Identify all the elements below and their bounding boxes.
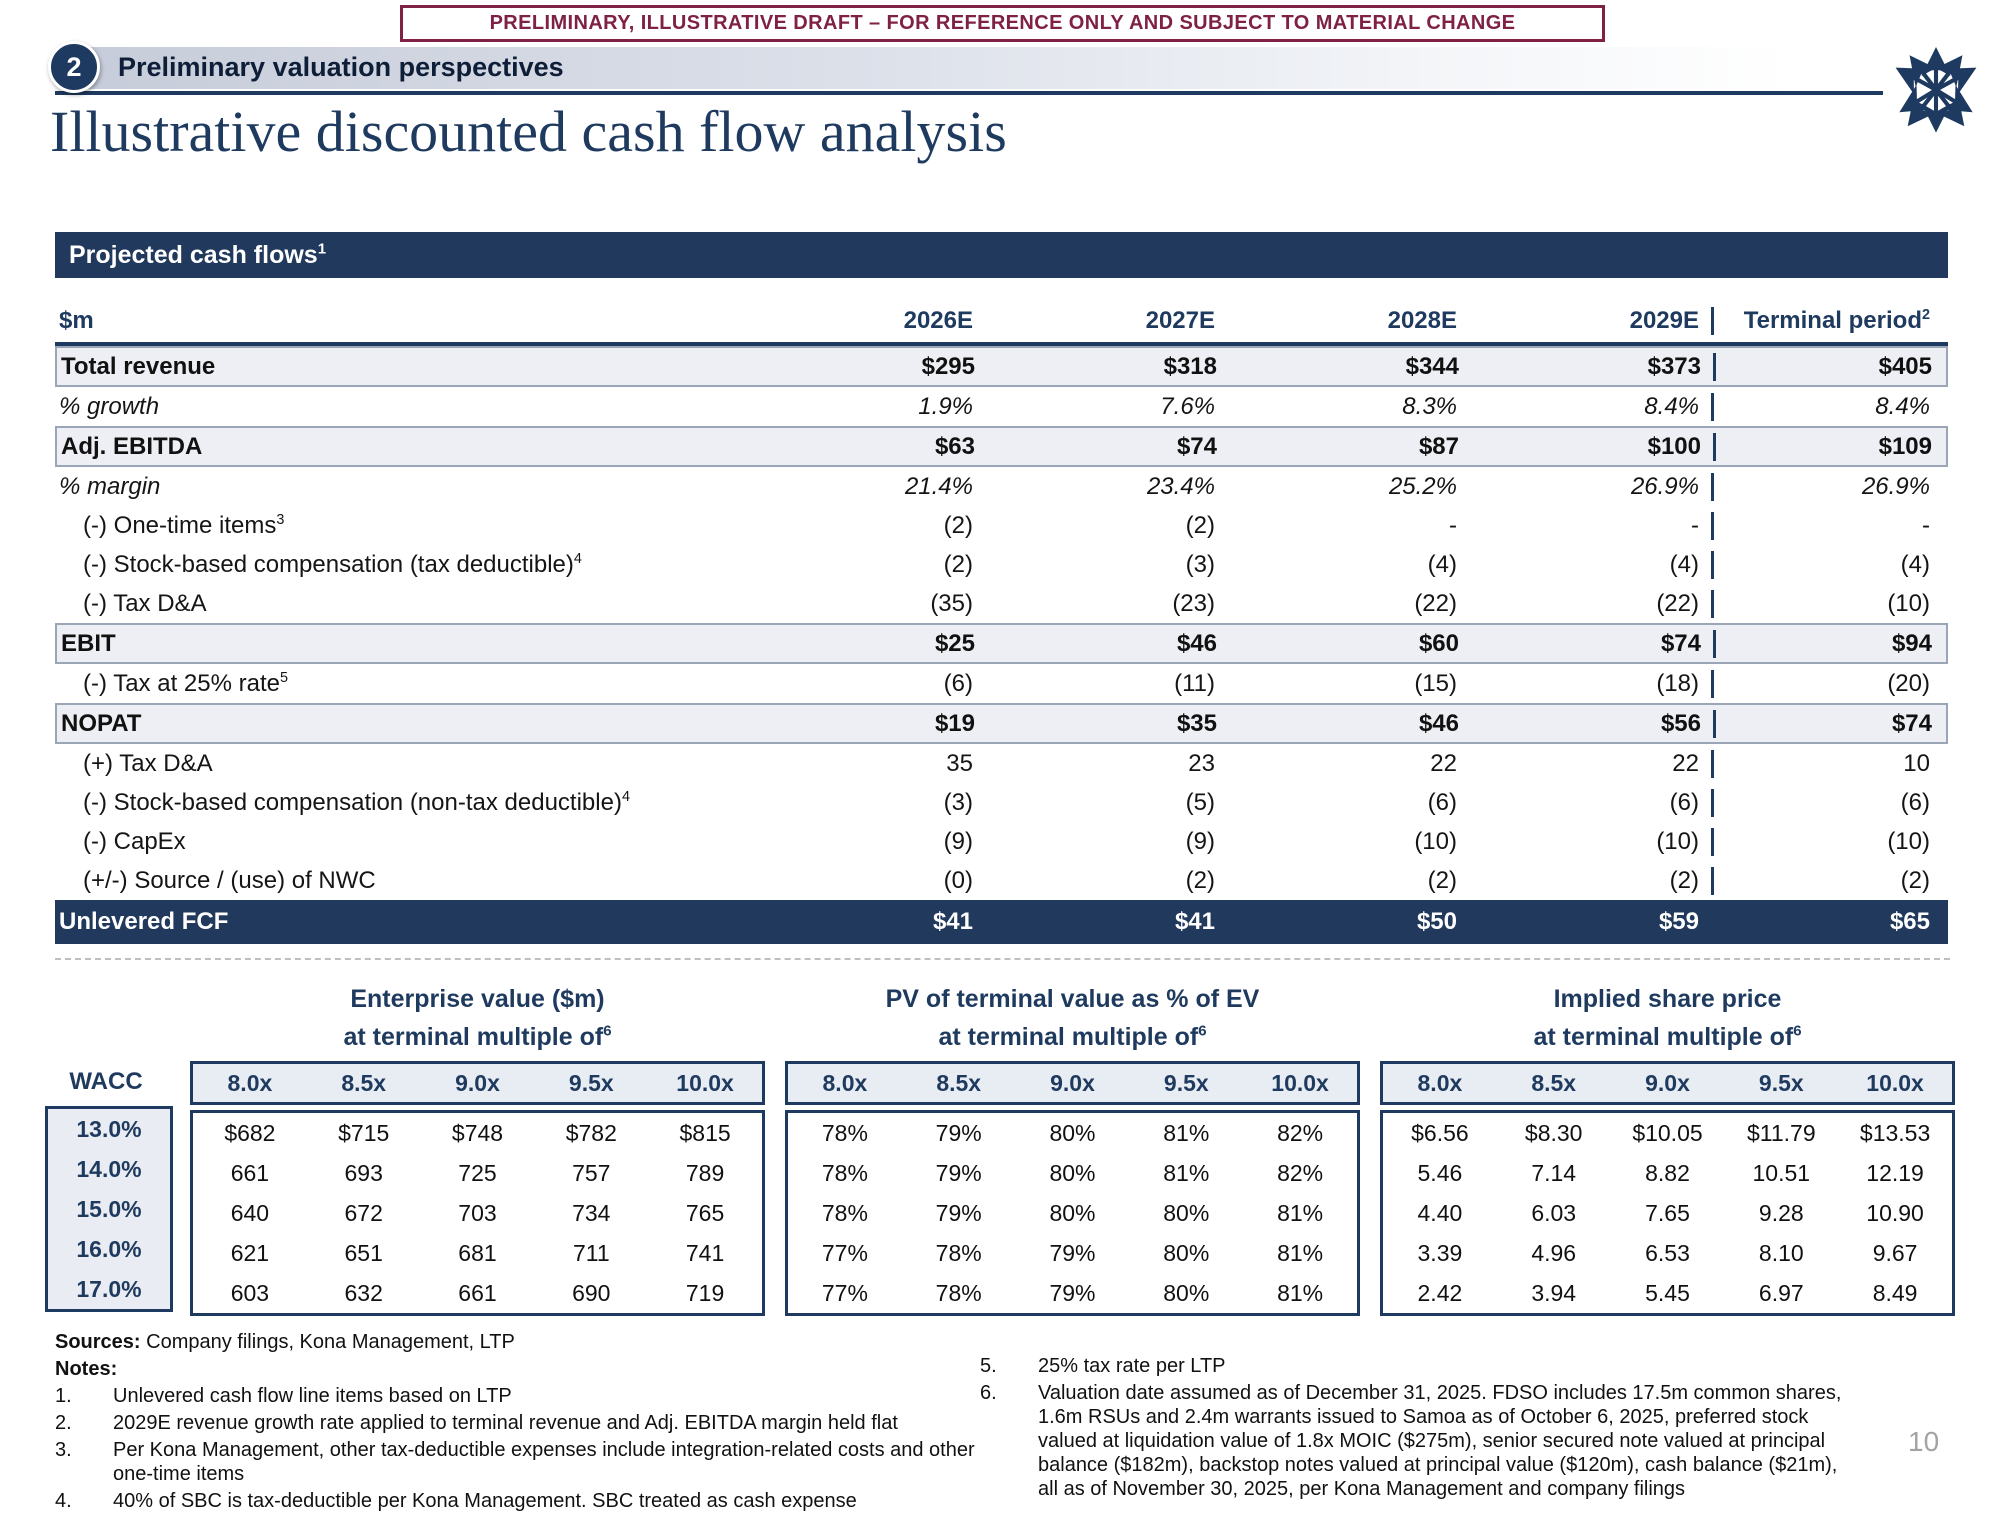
sens-cell: 2.42 — [1417, 1279, 1463, 1306]
footnote-ref: 6 — [1793, 1022, 1802, 1040]
cashflow-row — [55, 744, 1948, 783]
wacc-value: 17.0% — [76, 1275, 142, 1302]
row-label: (-) One-time items$^3$ — [83, 511, 285, 539]
sens-cell: 6.03 — [1531, 1199, 1577, 1226]
note-number: 4. — [55, 1490, 72, 1512]
sens-cell: 693 — [344, 1159, 383, 1186]
row-label: (-) CapEx — [83, 827, 186, 855]
sens-cell: $715 — [338, 1119, 390, 1146]
value-cell: (23) — [1172, 589, 1215, 617]
dashed-divider — [55, 958, 1950, 960]
sens-cell: 80% — [1049, 1199, 1096, 1226]
sens-cell: 82% — [1277, 1119, 1324, 1146]
note-number: 6. — [980, 1382, 997, 1404]
note-text: Valuation date assumed as of December 31, 2025. FDSO includes 17.5m common shares, 1.6m RSUs and 2.4m warrants issued to Samoa as of October 6, 2025, preferred stock valued at liquidation value of 1.8x MOIC ($275m), senior secured note valued at principal balance ($182m), backstop notes valued at principal value ($120m), cash balance ($21m), all as of November 30, 2025, per Kona Management and company filings — [1038, 1382, 1842, 1500]
page-title: Illustrative discounted cash flow analysis — [50, 99, 1007, 164]
value-cell: $63 — [934, 432, 975, 460]
sens-cell: 78% — [821, 1119, 868, 1146]
value-cell: (2) — [1185, 866, 1215, 894]
sens-cell: 8.49 — [1872, 1279, 1918, 1306]
row-label: Unlevered FCF — [59, 908, 229, 935]
value-cell: (15) — [1414, 669, 1457, 697]
sens-cell: 7.14 — [1531, 1159, 1577, 1186]
sens-table-subtitle: at terminal multiple $of^6$ — [1533, 1022, 1802, 1051]
sens-cell: 3.39 — [1417, 1239, 1463, 1266]
sens-cell: 80% — [1163, 1239, 1210, 1266]
note-item — [980, 1381, 1860, 1501]
value-cell: $41 — [932, 908, 973, 935]
value-cell: (11) — [1174, 669, 1215, 697]
value-cell: (6) — [943, 669, 973, 697]
wacc-value: 16.0% — [76, 1235, 142, 1262]
sens-cell: 78% — [821, 1199, 868, 1226]
projected-cash-flows-section — [55, 232, 1948, 944]
draft-disclaimer-banner — [400, 5, 1605, 42]
value-cell: (5) — [1185, 788, 1215, 816]
value-cell: $74 — [1176, 432, 1217, 460]
row-label: Adj. EBITDA — [61, 432, 203, 460]
sens-cell: $682 — [224, 1119, 276, 1146]
sens-row — [788, 1193, 1357, 1233]
multiple-header: 8.5x — [936, 1069, 982, 1096]
note-number: 5. — [980, 1355, 997, 1377]
multiple-header: 8.0x — [1417, 1069, 1463, 1096]
multiple-header: 9.5x — [1758, 1069, 1804, 1096]
sens-cell: 734 — [572, 1199, 611, 1226]
cashflow-table — [55, 300, 1948, 944]
sens-cell: 9.67 — [1872, 1239, 1918, 1266]
cashflow-table-body — [55, 346, 1948, 944]
note-text: 25% tax rate per LTP — [1038, 1355, 1226, 1377]
value-cell: (3) — [1185, 550, 1215, 578]
footnote-ref: 3 — [276, 511, 285, 528]
value-cell: $318 — [1163, 352, 1217, 380]
sens-cell: 4.40 — [1417, 1199, 1463, 1226]
sens-cell: 765 — [685, 1199, 725, 1226]
footnote-ref: 6 — [1198, 1022, 1207, 1040]
value-cell: (35) — [930, 589, 973, 617]
value-cell: (4) — [1669, 550, 1699, 578]
sens-cell: 651 — [344, 1239, 383, 1266]
sens-row — [1383, 1153, 1952, 1193]
value-cell: $65 — [1711, 908, 1942, 936]
sens-cell: 5.45 — [1645, 1279, 1690, 1306]
implied-share-price-table — [1380, 985, 1955, 1316]
sens-row — [1383, 1233, 1952, 1273]
multiple-header: 10.0x — [1271, 1069, 1329, 1096]
value-cell: $87 — [1418, 432, 1459, 460]
sens-cell: 82% — [1277, 1159, 1324, 1186]
value-cell: 22 — [1430, 749, 1457, 777]
row-label: (+) Tax D&A — [83, 749, 213, 777]
notes-label-line — [55, 1357, 975, 1381]
value-cell: (3) — [943, 788, 973, 816]
wacc-value: 14.0% — [76, 1155, 142, 1182]
sens-cell: 661 — [230, 1159, 270, 1186]
notes-label: Notes: — [55, 1358, 118, 1380]
sens-cell: 78% — [935, 1239, 982, 1266]
sens-cell: 661 — [458, 1279, 497, 1306]
value-cell: 25.2% — [1388, 472, 1457, 500]
sens-table-header-row — [785, 1061, 1360, 1105]
sens-row — [193, 1113, 762, 1153]
year-header: 2029E — [1629, 307, 1699, 334]
value-cell: (4) — [1427, 550, 1457, 578]
sens-cell: 10.90 — [1866, 1199, 1924, 1226]
value-cell: 35 — [946, 749, 973, 777]
value-cell: $295 — [921, 352, 975, 380]
cashflow-row — [55, 426, 1948, 467]
sens-cell: 7.65 — [1645, 1199, 1690, 1226]
sens-cell: 79% — [935, 1119, 982, 1146]
note-item — [55, 1411, 975, 1435]
sens-cell: 79% — [935, 1159, 982, 1186]
sens-cell: 703 — [458, 1199, 497, 1226]
sens-row — [1383, 1113, 1952, 1153]
year-header: 2026E — [903, 307, 973, 334]
sens-cell: 789 — [685, 1159, 725, 1186]
sens-cell: 632 — [344, 1279, 383, 1306]
multiple-header: 9.5x — [1163, 1069, 1209, 1096]
terminal-period-header: Terminal period$^2$ — [1711, 307, 1942, 335]
value-cell: $50 — [1416, 908, 1457, 935]
value-cell: $56 — [1660, 709, 1701, 737]
value-cell: (10) — [1656, 827, 1699, 855]
sens-cell: $11.79 — [1746, 1119, 1816, 1146]
footnote-ref: 4 — [621, 788, 630, 805]
sens-cell: 81% — [1163, 1119, 1210, 1146]
value-cell: (9) — [1185, 827, 1215, 855]
value-cell: $41 — [1174, 908, 1215, 935]
multiple-header: 8.5x — [341, 1069, 387, 1096]
sources-label: Sources: — [55, 1331, 141, 1353]
row-label: (-) Tax D&A — [83, 589, 207, 617]
value-cell: 22 — [1672, 749, 1699, 777]
sens-cell: $815 — [679, 1119, 731, 1146]
sens-table-subtitle: at terminal multiple $of^6$ — [938, 1022, 1207, 1051]
value-cell: 8.4% — [1644, 392, 1699, 420]
page-number: 10 — [1908, 1426, 1940, 1457]
sens-cell: $6.56 — [1411, 1119, 1469, 1146]
value-cell: 8.3% — [1402, 392, 1457, 420]
value-cell: (2) — [943, 550, 973, 578]
sens-cell: 741 — [685, 1239, 725, 1266]
sens-cell: $13.53 — [1859, 1119, 1931, 1146]
company-logo — [1890, 40, 1982, 141]
cashflow-row — [55, 664, 1948, 703]
multiple-header: 9.0x — [1050, 1069, 1095, 1096]
footnote-ref: 5 — [279, 669, 288, 686]
multiple-header: 8.0x — [227, 1069, 273, 1096]
enterprise-value-table — [190, 985, 765, 1316]
sens-cell: 672 — [344, 1199, 383, 1226]
note-number: 1. — [55, 1385, 72, 1407]
sens-cell: 12.19 — [1866, 1159, 1924, 1186]
cashflow-row — [55, 506, 1948, 545]
multiple-header: 9.0x — [455, 1069, 500, 1096]
value-cell: (10) — [1414, 827, 1457, 855]
sens-cell: 78% — [935, 1279, 982, 1306]
unit-label: $m — [59, 307, 94, 334]
sources-line — [55, 1330, 975, 1354]
pv-terminal-value-table — [785, 985, 1360, 1316]
sens-cell: 6.53 — [1645, 1239, 1690, 1266]
table-title-bar — [55, 232, 1948, 278]
cashflow-row — [55, 822, 1948, 861]
row-label: (-) Stock-based compensation (non-tax deductible)$^4$ — [83, 788, 630, 816]
wacc-row-labels — [45, 1106, 173, 1312]
sens-row — [193, 1153, 762, 1193]
multiple-header: 10.0x — [1866, 1069, 1924, 1096]
value-cell: $35 — [1176, 709, 1217, 737]
sens-cell: $8.30 — [1524, 1119, 1583, 1146]
cashflow-row — [55, 623, 1948, 664]
notes-left-list — [55, 1384, 975, 1513]
value-cell: $60 — [1418, 629, 1459, 657]
section-number-badge: 2 — [48, 41, 100, 93]
value-cell: 23 — [1188, 749, 1215, 777]
note-number: 3. — [55, 1439, 72, 1461]
sens-table-title: Enterprise value ($m) — [350, 985, 605, 1013]
wacc-value: 13.0% — [76, 1115, 142, 1142]
wacc-column-header: WACC — [69, 1068, 143, 1095]
sens-cell: 79% — [1049, 1239, 1096, 1266]
sens-table-body — [190, 1110, 765, 1316]
sens-row — [788, 1233, 1357, 1273]
value-cell: $373 — [1647, 352, 1701, 380]
note-text: Unlevered cash flow line items based on LTP — [113, 1385, 512, 1407]
cashflow-row — [55, 783, 1948, 822]
value-cell: (22) — [1656, 589, 1699, 617]
value-cell: - — [1691, 511, 1699, 539]
row-label: % growth — [59, 392, 160, 420]
row-label: (+/-) Source / (use) of NWC — [83, 866, 376, 894]
sens-cell: 81% — [1277, 1239, 1324, 1266]
footer-left — [55, 1330, 975, 1516]
value-cell: (9) — [943, 827, 973, 855]
value-cell: - — [1711, 512, 1942, 540]
value-cell: $344 — [1405, 352, 1459, 380]
sens-cell: 9.28 — [1758, 1199, 1804, 1226]
value-cell: 26.9% — [1711, 473, 1942, 501]
row-label: (-) Stock-based compensation (tax deductible)$^4$ — [83, 550, 582, 578]
value-cell: (2) — [1669, 866, 1699, 894]
table-title: Projected cash flows — [69, 241, 318, 269]
value-cell: $74 — [1660, 629, 1701, 657]
sens-cell: 81% — [1277, 1199, 1324, 1226]
value-cell: (6) — [1427, 788, 1457, 816]
cashflow-row — [55, 584, 1948, 623]
value-cell: (4) — [1711, 551, 1942, 579]
sens-cell: 78% — [821, 1159, 868, 1186]
value-cell: (0) — [943, 866, 973, 894]
note-text: Per Kona Management, other tax-deductible expenses include integration-related costs and other one-time items — [113, 1439, 975, 1485]
note-item — [55, 1384, 975, 1408]
table-title-footnote-ref: 1 — [317, 240, 327, 258]
value-cell: $19 — [934, 709, 975, 737]
value-cell: (10) — [1711, 828, 1942, 856]
multiple-header: 8.0x — [822, 1069, 868, 1096]
value-cell: $46 — [1418, 709, 1459, 737]
footnote-ref: 6 — [603, 1022, 612, 1040]
multiple-header: 9.0x — [1645, 1069, 1690, 1096]
sens-cell: 603 — [230, 1279, 270, 1306]
note-number: 2. — [55, 1412, 72, 1434]
cashflow-row — [55, 346, 1948, 387]
multiple-header: 9.5x — [568, 1069, 614, 1096]
sens-table-subtitle: at terminal multiple $of^6$ — [343, 1022, 612, 1051]
value-cell: 7.6% — [1160, 392, 1215, 420]
value-cell: (2) — [943, 511, 973, 539]
sens-cell: 80% — [1163, 1199, 1210, 1226]
sens-cell: $748 — [451, 1119, 504, 1146]
sens-table-title: Implied share price — [1553, 985, 1782, 1013]
cashflow-row — [55, 703, 1948, 744]
year-header: 2027E — [1145, 307, 1215, 334]
value-cell: 21.4% — [904, 472, 973, 500]
value-cell: $109 — [1713, 433, 1944, 461]
row-label: % margin — [59, 472, 161, 500]
value-cell: - — [1449, 511, 1457, 539]
header-rule — [55, 91, 1883, 95]
sens-row — [193, 1273, 762, 1313]
sens-cell: 711 — [572, 1239, 610, 1266]
sens-cell: 8.82 — [1645, 1159, 1690, 1186]
value-cell: $94 — [1713, 630, 1944, 658]
sens-row — [193, 1233, 762, 1273]
section-header-label: Preliminary valuation perspectives — [118, 52, 564, 82]
value-cell: $100 — [1647, 432, 1701, 460]
sens-cell: $782 — [565, 1119, 617, 1146]
sens-table-body — [1380, 1110, 1955, 1316]
cashflow-row — [55, 467, 1948, 506]
cashflow-header-row — [55, 300, 1948, 346]
value-cell: 8.4% — [1711, 393, 1942, 421]
sens-cell: 640 — [230, 1199, 270, 1226]
sens-cell: 81% — [1277, 1279, 1324, 1306]
sens-cell: 77% — [821, 1279, 868, 1306]
sens-table-header-row — [190, 1061, 765, 1105]
sens-cell: 757 — [572, 1159, 611, 1186]
cashflow-row — [55, 387, 1948, 426]
arrow-star-icon — [1890, 40, 1982, 136]
value-cell: (22) — [1414, 589, 1457, 617]
sens-cell: 80% — [1163, 1279, 1210, 1306]
sens-table-body — [785, 1110, 1360, 1316]
sens-cell: 81% — [1163, 1159, 1210, 1186]
value-cell: $59 — [1658, 908, 1699, 935]
sens-cell: 719 — [685, 1279, 725, 1306]
value-cell: 10 — [1711, 750, 1942, 778]
draft-disclaimer-text: PRELIMINARY, ILLUSTRATIVE DRAFT – FOR REFERENCE ONLY AND SUBJECT TO MATERIAL CHANGE — [489, 12, 1516, 34]
multiple-header: 8.5x — [1531, 1069, 1577, 1096]
sens-cell: 79% — [1049, 1279, 1096, 1306]
value-cell: 1.9% — [918, 392, 973, 420]
value-cell: $25 — [934, 629, 975, 657]
value-cell: (10) — [1711, 590, 1942, 618]
sens-row — [788, 1273, 1357, 1313]
sens-cell: 6.97 — [1758, 1279, 1804, 1306]
value-cell: $74 — [1713, 710, 1944, 738]
sens-cell: 681 — [458, 1239, 497, 1266]
multiple-header: 10.0x — [676, 1069, 734, 1096]
sens-cell: 8.10 — [1758, 1239, 1804, 1266]
notes-right-list — [980, 1354, 1860, 1501]
note-item — [980, 1354, 1860, 1378]
note-item — [55, 1438, 975, 1486]
value-cell: (20) — [1711, 670, 1942, 698]
sens-cell: 621 — [230, 1239, 270, 1266]
sens-table-title: PV of terminal value as % of EV — [885, 985, 1260, 1013]
sens-cell: 690 — [572, 1279, 611, 1306]
value-cell: (2) — [1427, 866, 1457, 894]
cashflow-row — [55, 900, 1948, 944]
footnote-ref: 4 — [573, 550, 582, 567]
sens-cell: $10.05 — [1632, 1119, 1703, 1146]
sens-cell: 77% — [821, 1239, 868, 1266]
sens-cell: 3.94 — [1531, 1279, 1577, 1306]
sens-row — [1383, 1273, 1952, 1313]
row-label: Total revenue — [61, 352, 216, 380]
wacc-value: 15.0% — [76, 1195, 142, 1222]
value-cell: (18) — [1656, 669, 1699, 697]
note-text: 40% of SBC is tax-deductible per Kona Management. SBC treated as cash expense — [113, 1490, 857, 1512]
year-header: 2028E — [1387, 307, 1457, 334]
sens-row — [788, 1113, 1357, 1153]
value-cell: (6) — [1669, 788, 1699, 816]
sens-cell: 4.96 — [1531, 1239, 1577, 1266]
note-text: 2029E revenue growth rate applied to terminal revenue and Adj. EBITDA margin held flat — [113, 1412, 898, 1434]
sens-cell: 79% — [935, 1199, 982, 1226]
sens-row — [788, 1153, 1357, 1193]
row-label: EBIT — [61, 629, 116, 657]
sens-cell: 80% — [1049, 1159, 1096, 1186]
note-item — [55, 1489, 975, 1513]
cashflow-row — [55, 545, 1948, 584]
row-label: (-) Tax at 25% rate$^5$ — [83, 669, 288, 697]
value-cell: (6) — [1711, 789, 1942, 817]
footer-right — [980, 1354, 1860, 1504]
sens-cell: 10.51 — [1752, 1159, 1811, 1186]
sources-text: Company filings, Kona Management, LTP — [146, 1331, 515, 1353]
value-cell: (2) — [1711, 867, 1942, 895]
sens-cell: 725 — [458, 1159, 497, 1186]
row-label: NOPAT — [61, 709, 142, 737]
sens-row — [1383, 1193, 1952, 1233]
sens-cell: 5.46 — [1417, 1159, 1463, 1186]
value-cell: $405 — [1713, 353, 1944, 381]
value-cell: 23.4% — [1146, 472, 1215, 500]
sens-row — [193, 1193, 762, 1233]
sens-table-header-row — [1380, 1061, 1955, 1105]
value-cell: $46 — [1176, 629, 1217, 657]
value-cell: (2) — [1185, 511, 1215, 539]
sens-cell: 80% — [1049, 1119, 1096, 1146]
cashflow-row — [55, 861, 1948, 900]
value-cell: 26.9% — [1630, 472, 1699, 500]
